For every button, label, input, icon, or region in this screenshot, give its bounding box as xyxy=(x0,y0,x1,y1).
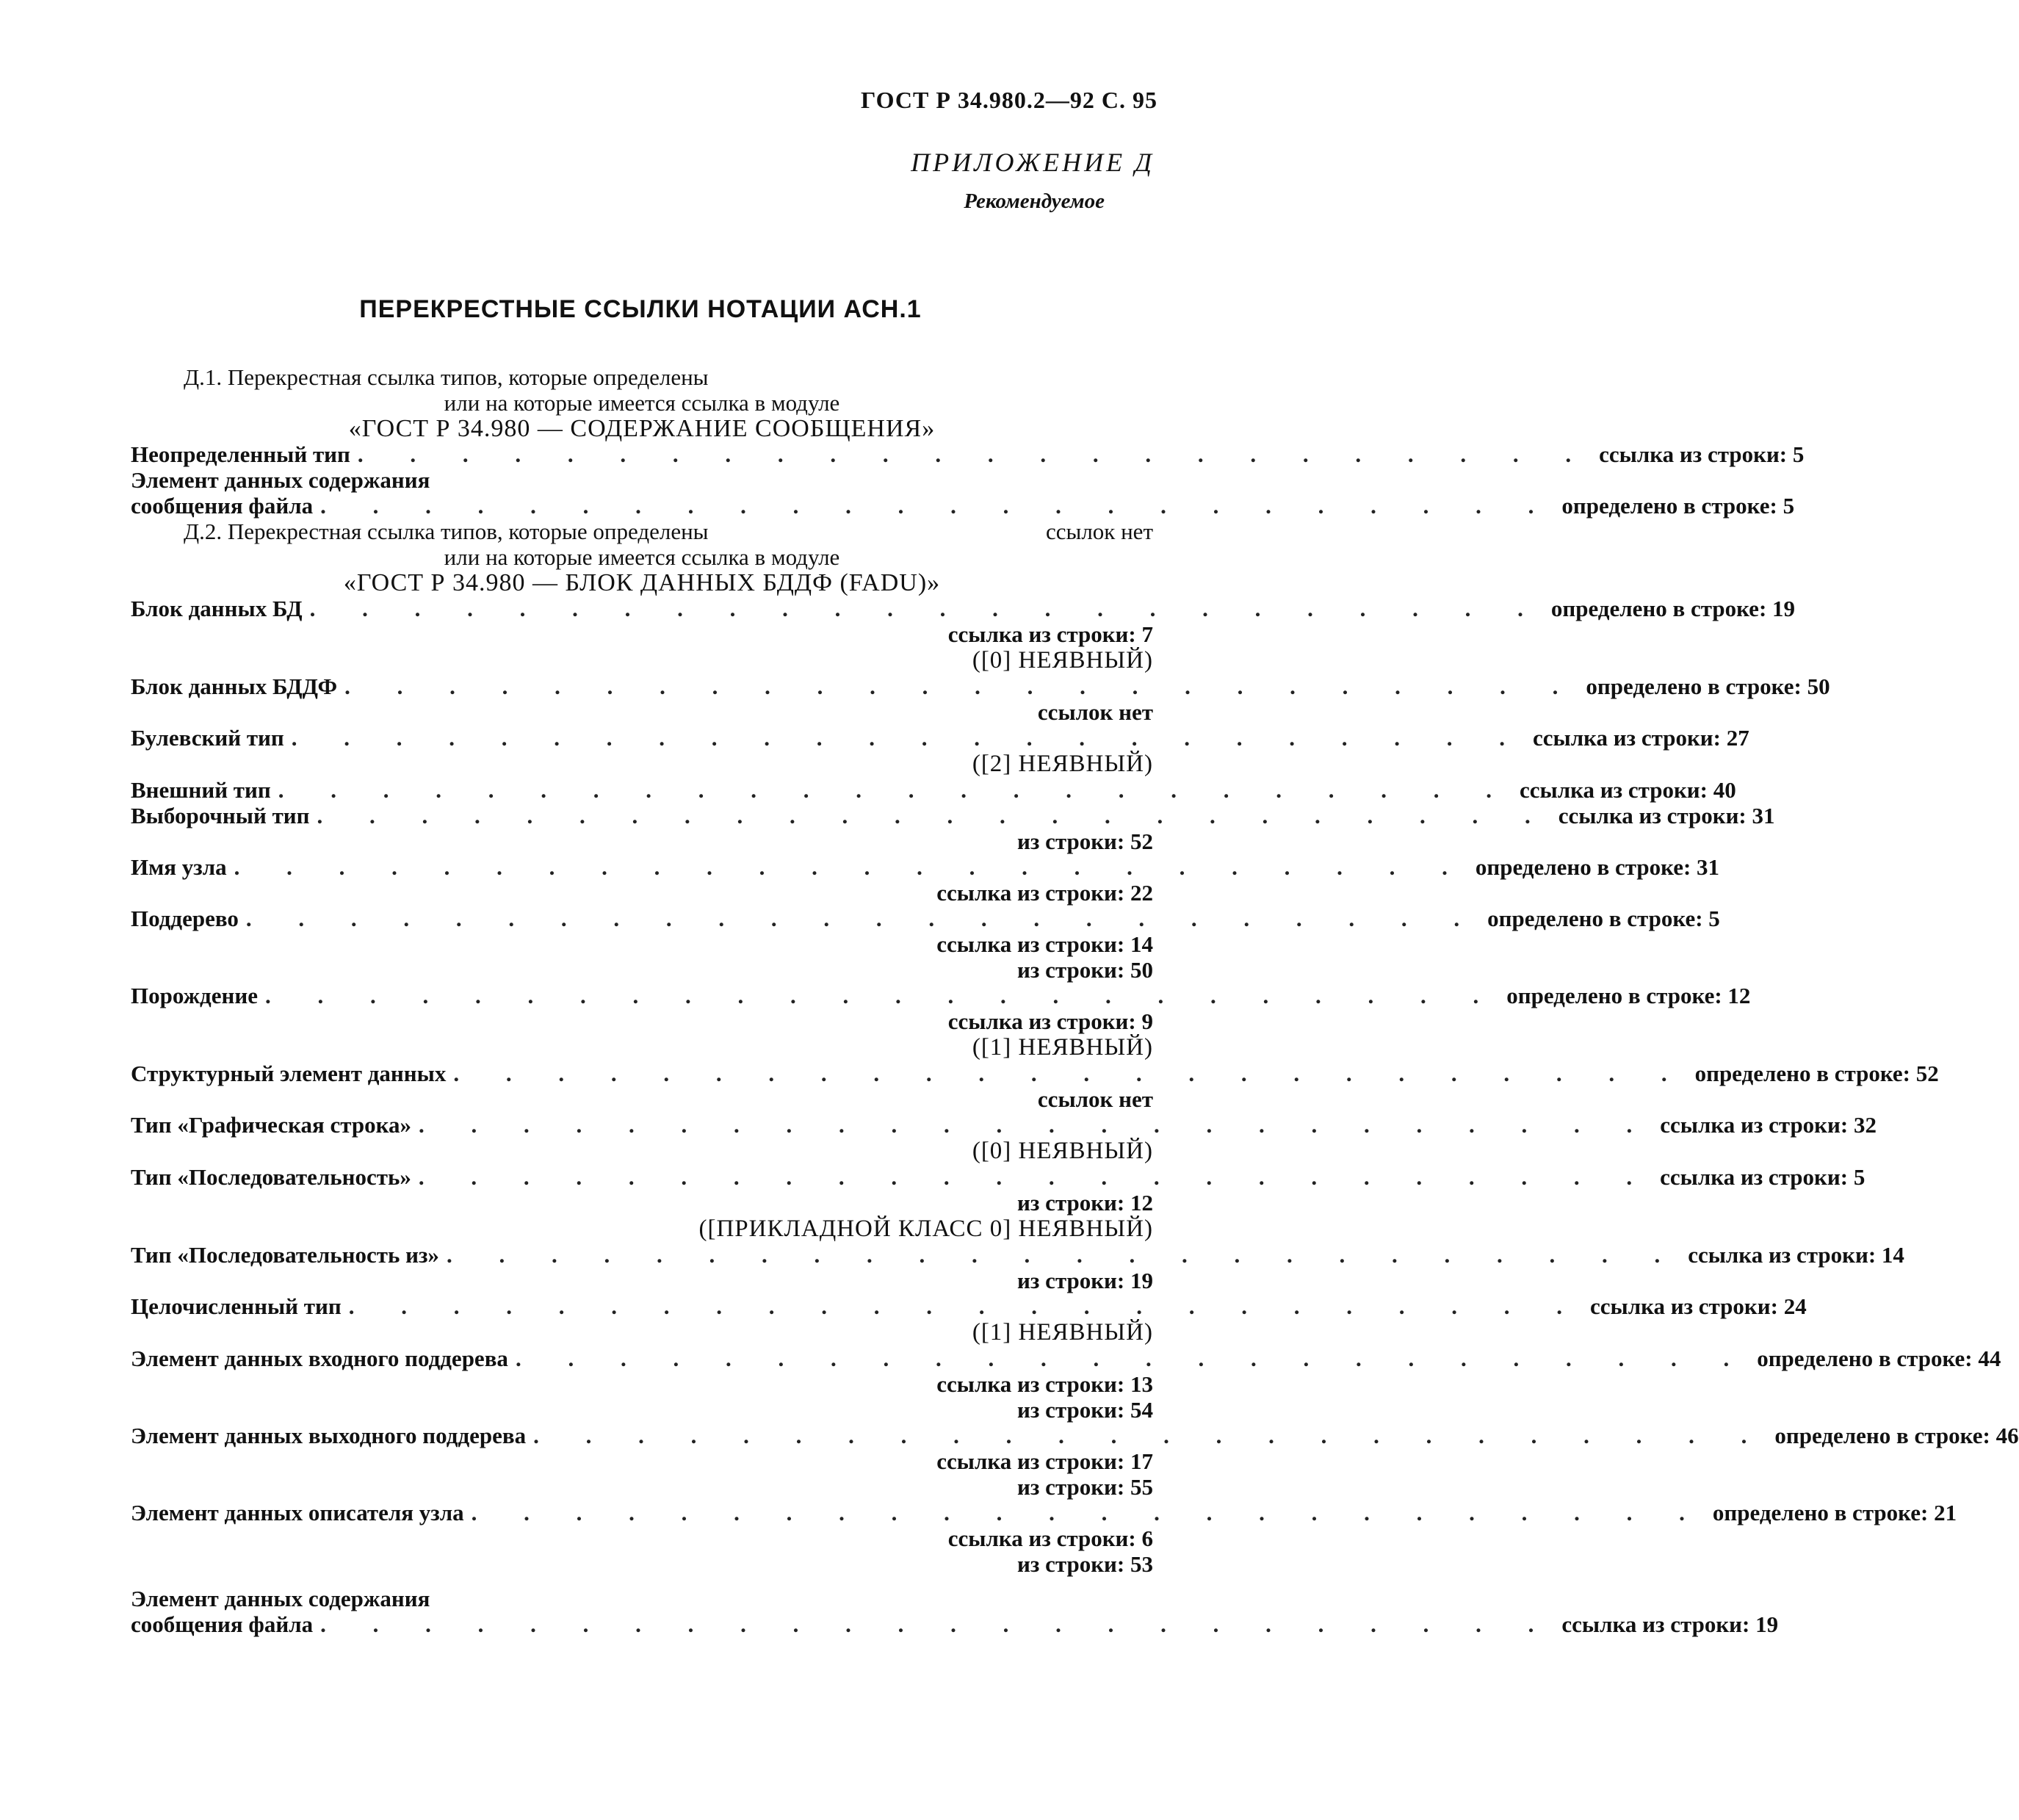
entry-name: Элемент данных выходного поддерева xyxy=(131,1423,527,1448)
entry-name: Блок данных БДДФ xyxy=(131,674,338,699)
cross-reference-list xyxy=(131,364,2019,1637)
entry-reference: ссылка из строки: 24 xyxy=(1589,1293,1807,1319)
entry-name: Тип «Последовательность из» xyxy=(131,1242,439,1268)
entry-name: Тип «Последовательность» xyxy=(131,1164,411,1190)
entry-reference: ссылка из строки: 32 xyxy=(1660,1112,1877,1138)
entry-row xyxy=(131,1164,1866,1190)
section-d2-module-name: «ГОСТ Р 34.980 — БЛОК ДАННЫХ БДДФ (FADU)» xyxy=(343,569,941,596)
entry-row xyxy=(131,493,1795,519)
entry-name: Элемент данных входного поддерева xyxy=(131,1346,508,1371)
entry-reference-cont: ссылка из строки: 14 xyxy=(936,931,1153,957)
dot-leader: . . . . . . . . . . . . . . . . . . . . . . . . xyxy=(471,1500,1705,1525)
entry-name: Тип «Графическая строка» xyxy=(131,1112,411,1138)
entry-row xyxy=(131,596,1796,621)
entry-row xyxy=(131,725,1749,751)
entry-reference-cont: из строки: 52 xyxy=(1017,828,1153,854)
dot-leader: . . . . . . . . . . . . . . . . . . . . . . . . xyxy=(446,1242,1681,1268)
entry-row xyxy=(131,1423,2019,1448)
entry-name: Внешний тип xyxy=(131,777,271,803)
dot-leader: . . . . . . . . . . . . . . . . . . . . . . . . xyxy=(291,725,1526,751)
entry-row xyxy=(131,1293,1807,1319)
entry-reference-cont: из строки: 55 xyxy=(1017,1474,1153,1500)
dot-leader: . . . . . . . . . . . . . . . . . . . . . . . . xyxy=(419,1112,1653,1138)
entry-tag: ([0] НЕЯВНЫЙ) xyxy=(972,1138,1153,1164)
entry-reference-cont: ссылка из строки: 6 xyxy=(947,1525,1153,1551)
entry-name-cont: сообщения файла xyxy=(131,1611,314,1637)
entry-reference: определено в строке: 31 xyxy=(1475,854,1720,880)
dot-leader: . . . . . . . . . . . . . . . . . . . . . . . . xyxy=(278,777,1513,803)
entry-row xyxy=(131,1500,1957,1525)
section-d2-heading-text: Д.2. Перекрестная ссылка типов, которые определены xyxy=(184,519,709,544)
dot-leader: . . . . . . . . . . . . . . . . . . . . . . . . xyxy=(344,674,1579,699)
entry-reference: ссылка из строки: 27 xyxy=(1533,725,1749,751)
section-d2-heading-line-1 xyxy=(131,519,1153,544)
entry-tag: ([1] НЕЯВНЫЙ) xyxy=(972,1319,1153,1346)
page-title: ПЕРЕКРЕСТНЫЕ ССЫЛКИ НОТАЦИИ АСН.1 xyxy=(359,295,922,323)
dot-leader: . . . . . . . . . . . . . . . . . . . . . . . . xyxy=(515,1346,1750,1371)
entry-row xyxy=(131,1611,1779,1637)
entry-reference-cont: ссылка из строки: 22 xyxy=(936,880,1153,906)
entry-name: Структурный элемент данных xyxy=(131,1061,447,1086)
entry-row xyxy=(131,777,1736,803)
entry-name: Элемент данных описателя узла xyxy=(131,1500,464,1525)
entry-reference-cont: ссылка из строки: 13 xyxy=(936,1371,1153,1397)
entry-row xyxy=(131,1242,1904,1268)
entry-reference: определено в строке: 5 xyxy=(1561,493,1795,519)
appendix-status: Рекомендуемое xyxy=(964,189,1105,213)
entry-row xyxy=(131,441,1805,467)
entry-name: Целочисленный тип xyxy=(131,1293,342,1319)
entry-reference: ссылка из строки: 31 xyxy=(1558,803,1775,828)
entry-reference: ссылка из строки: 5 xyxy=(1599,441,1805,467)
entry-reference-cont: ссылка из строки: 9 xyxy=(947,1008,1153,1034)
entry-reference-cont: из строки: 12 xyxy=(1017,1190,1153,1216)
entry-reference-cont: ссылок нет xyxy=(1037,1086,1153,1112)
entry-row xyxy=(131,1112,1877,1138)
dot-leader: . . . . . . . . . . . . . . . . . . . . . . . . xyxy=(418,1164,1653,1190)
entry-reference-cont: ссылок нет xyxy=(1037,699,1153,725)
entry-reference: определено в строке: 52 xyxy=(1694,1061,1939,1086)
entry-row xyxy=(131,674,1830,699)
entry-row xyxy=(131,983,1751,1008)
entry-reference: ссылка из строки: 40 xyxy=(1520,777,1736,803)
dot-leader: . . . . . . . . . . . . . . . . . . . . . . . . xyxy=(320,493,1555,519)
entry-row xyxy=(131,1061,1939,1086)
entry-name: Порождение xyxy=(131,983,258,1008)
entry-name: Выборочный тип xyxy=(131,803,310,828)
section-d2-heading-line-2: или на которые имеется ссылка в модуле xyxy=(444,544,840,570)
entry-reference: ссылка из строки: 5 xyxy=(1660,1164,1866,1190)
dot-leader: . . . . . . . . . . . . . . . . . . . . . . . . xyxy=(320,1611,1555,1637)
entry-tag: ([1] НЕЯВНЫЙ) xyxy=(972,1034,1153,1061)
entry-reference: определено в строке: 21 xyxy=(1712,1500,1957,1525)
dot-leader: . . . . . . . . . . . . . . . . . . . . . . . . xyxy=(357,441,1592,467)
spacer xyxy=(131,1577,1153,1586)
entry-reference-cont: из строки: 53 xyxy=(1017,1551,1153,1577)
entry-row xyxy=(131,854,1720,880)
entry-reference: определено в строке: 5 xyxy=(1487,906,1720,931)
entry-name: Булевский тип xyxy=(131,725,284,751)
entry-name: Блок данных БД xyxy=(131,596,303,621)
entry-name: Элемент данных содержания xyxy=(131,1586,430,1611)
entry-reference-cont: из строки: 50 xyxy=(1017,957,1153,983)
dot-leader: . . . . . . . . . . . . . . . . . . . . . . . . xyxy=(453,1061,1688,1086)
dot-leader: . . . . . . . . . . . . . . . . . . . . . . . . xyxy=(245,906,1481,931)
entry-reference: ссылка из строки: 19 xyxy=(1561,1611,1779,1637)
section-d1-heading-line-1: Д.1. Перекрестная ссылка типов, которые определены xyxy=(184,364,709,390)
entry-row xyxy=(131,906,1720,931)
appendix-label: ПРИЛОЖЕНИЕ Д xyxy=(911,148,1155,177)
entry-reference: ссылка из строки: 14 xyxy=(1688,1242,1904,1268)
entry-row xyxy=(131,1346,2001,1371)
document-reference: ГОСТ Р 34.980.2—92 С. 95 xyxy=(861,87,1157,113)
dot-leader: . . . . . . . . . . . . . . . . . . . . . . . . xyxy=(317,803,1551,828)
entry-reference: определено в строке: 19 xyxy=(1550,596,1796,621)
dot-leader: . . . . . . . . . . . . . . . . . . . . . . . . xyxy=(348,1293,1583,1319)
section-d1-heading-line-2: или на которые имеется ссылка в модуле xyxy=(444,390,840,416)
entry-reference: определено в строке: 44 xyxy=(1757,1346,2001,1371)
entry-name: Имя узла xyxy=(131,854,227,880)
entry-reference: определено в строке: 46 xyxy=(1774,1423,2019,1448)
entry-reference-cont: из строки: 19 xyxy=(1017,1268,1153,1293)
entry-reference: определено в строке: 12 xyxy=(1506,983,1751,1008)
entry-name: Неопределенный тип xyxy=(131,441,350,467)
section-d2-note: ссылок нет xyxy=(1045,519,1153,544)
dot-leader: . . . . . . . . . . . . . . . . . . . . . . . . xyxy=(264,983,1500,1008)
entry-reference: определено в строке: 50 xyxy=(1586,674,1830,699)
entry-reference-cont: ссылка из строки: 17 xyxy=(936,1448,1153,1474)
dot-leader: . . . . . . . . . . . . . . . . . . . . . . . . xyxy=(533,1423,1768,1448)
entry-reference-cont: ссылка из строки: 7 xyxy=(947,621,1153,647)
entry-name: Поддерево xyxy=(131,906,239,931)
entry-reference-cont: из строки: 54 xyxy=(1017,1397,1153,1423)
dot-leader: . . . . . . . . . . . . . . . . . . . . . . . . xyxy=(234,854,1468,880)
entry-row xyxy=(131,803,1775,828)
entry-name: Элемент данных содержания xyxy=(131,467,430,493)
entry-tag: ([0] НЕЯВНЫЙ) xyxy=(972,647,1153,674)
dot-leader: . . . . . . . . . . . . . . . . . . . . . . . . xyxy=(309,596,1544,621)
section-d1-module-name: «ГОСТ Р 34.980 — СОДЕРЖАНИЕ СООБЩЕНИЯ» xyxy=(348,415,936,442)
entry-tag: ([2] НЕЯВНЫЙ) xyxy=(972,751,1153,777)
entry-name-cont: сообщения файла xyxy=(131,493,314,519)
entry-tag: ([ПРИКЛАДНОЙ КЛАСС 0] НЕЯВНЫЙ) xyxy=(698,1216,1153,1242)
